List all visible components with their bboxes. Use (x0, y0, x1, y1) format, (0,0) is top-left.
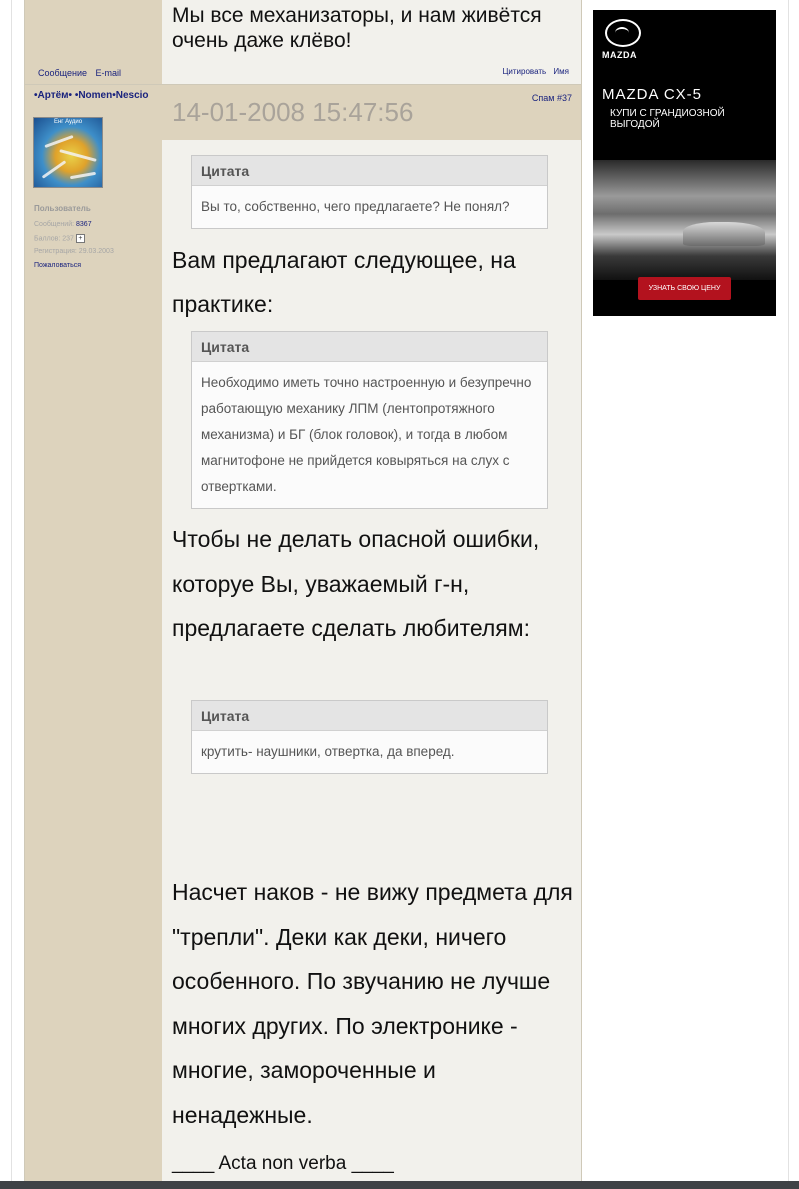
user-points (34, 234, 85, 243)
quote-block (191, 155, 548, 229)
mazda-logo-icon (605, 19, 641, 47)
divider (25, 84, 581, 85)
email-link[interactable]: E-mail (95, 68, 122, 78)
messages-count[interactable]: 8367 (76, 221, 92, 228)
previous-post-actions (497, 67, 569, 76)
quote-text: крутить- наушники, отвертка, да вперед. (201, 744, 455, 759)
quote-title: Цитата (192, 156, 547, 186)
avatar-decor (42, 160, 67, 179)
quote-title: Цитата (192, 332, 547, 362)
post-column (162, 0, 581, 1181)
messages-label: Сообщений: (34, 221, 75, 228)
name-action[interactable]: Имя (553, 67, 569, 76)
post-paragraph: Насчет наков - не вижу предмета для "трепли". Деки как деки, ничего особенного. По звучанию не лучше многих других. По электронике - многие, замороченные и ненадежные. (172, 879, 573, 1128)
quote-block (191, 331, 548, 509)
ad-cta-button[interactable]: УЗНАТЬ СВОЮ ЦЕНУ (638, 277, 731, 300)
forum-thread (24, 0, 582, 1181)
ad-subline: КУПИ С ГРАНДИОЗНОЙ ВЫГОДОЙ (610, 108, 725, 130)
post-date: 14-01-2008 15:47:56 (172, 97, 414, 127)
user-registration: Регистрация: 29.03.2003 (34, 248, 114, 255)
user-messages (34, 221, 92, 228)
car-image (683, 222, 765, 246)
plus-icon[interactable]: + (76, 234, 85, 243)
bottom-bar (0, 1181, 799, 1189)
ad-brand: MAZDA (602, 50, 637, 60)
avatar-decor (70, 172, 96, 179)
quote-text: Необходимо иметь точно настроенную и безупречно работающую механику ЛПМ (лентопротяжного механизма) и БГ (блок головок), и тогда в любом магнитофоне не прийдется ковыряться на слух с отвертками. (201, 375, 532, 494)
signature: ____ Acta non verba ____ (172, 1153, 394, 1174)
ad-headline: MAZDA CX-5 (602, 86, 703, 103)
post-paragraph: Чтобы не делать опасной ошибки, которуе Вы, уважаемый г-н, предлагаете сделать любителям: (172, 526, 540, 641)
author-name[interactable]: •Артём• •Nomen•Nescio (34, 90, 149, 101)
post-header (162, 85, 581, 140)
avatar-decor (44, 135, 73, 148)
user-role: Пользователь (34, 204, 91, 213)
quote-action[interactable]: Цитировать (502, 67, 547, 76)
avatar (33, 117, 103, 188)
avatar-caption: Енг Аудио (53, 119, 83, 125)
quote-title: Цитата (192, 701, 547, 731)
message-link[interactable]: Сообщение (38, 68, 87, 78)
previous-post-text: Мы все механизаторы, и нам живётся очень даже клёво! (172, 4, 542, 52)
points-label: Баллов: 237 (34, 235, 74, 243)
report-link[interactable]: Пожаловаться (34, 262, 82, 269)
post-paragraph: Вам предлагают следующее, на практике: (172, 247, 516, 317)
ad-landscape-image (593, 160, 776, 280)
author-column (25, 0, 162, 1181)
advertisement-banner[interactable] (593, 10, 776, 316)
quote-block (191, 700, 548, 774)
quote-text: Вы то, собственно, чего предлагаете? Не понял? (201, 199, 510, 214)
post-number[interactable]: Спам #37 (531, 93, 572, 103)
previous-post-links (38, 68, 127, 78)
